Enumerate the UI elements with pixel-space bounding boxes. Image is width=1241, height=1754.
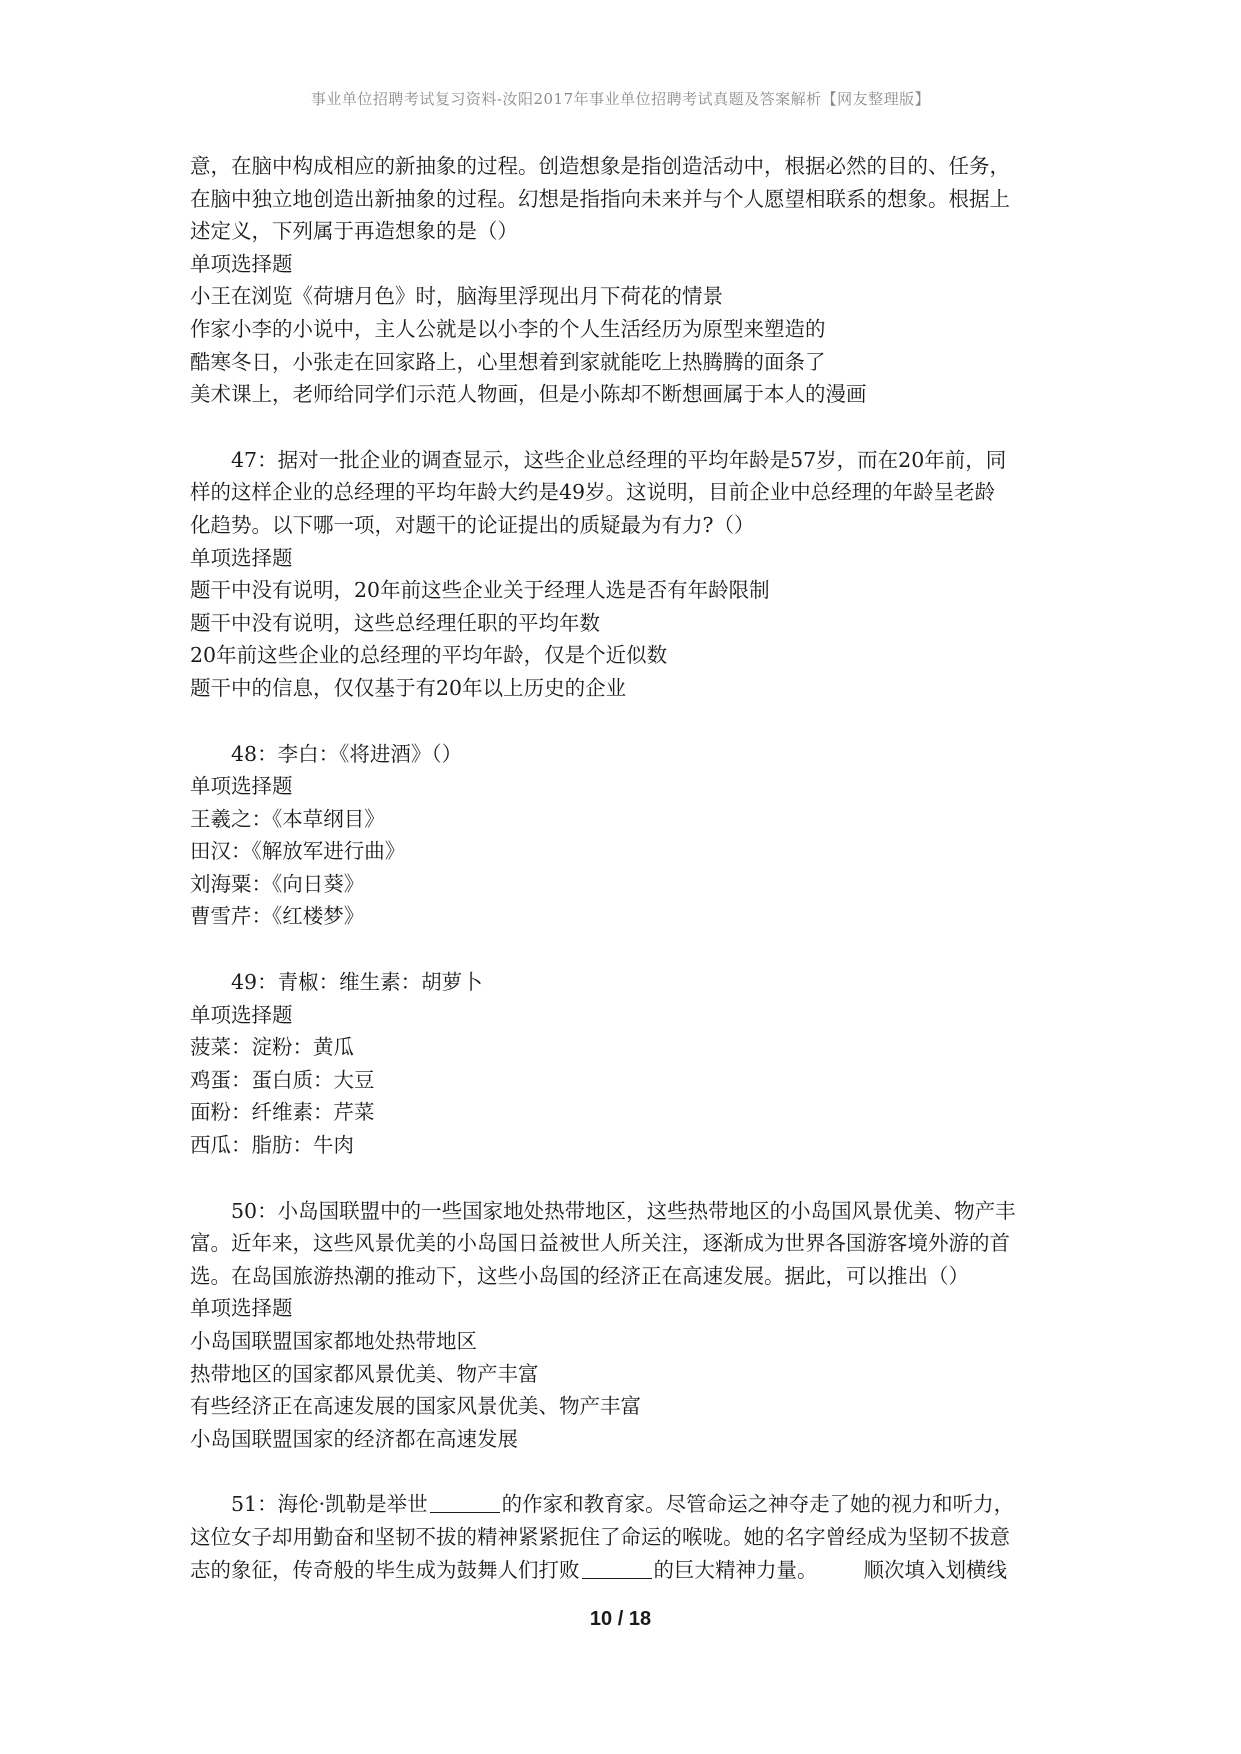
option-c: 20年前这些企业的总经理的平均年龄，仅是个近似数 bbox=[190, 643, 668, 668]
question-text-part: 51：海伦·凯勒是举世 bbox=[231, 1492, 428, 1517]
question-49 bbox=[190, 966, 1070, 1162]
question-text-line: 意，在脑中构成相应的新抽象的过程。创造想象是指创造活动中，根据必然的目的、任务， bbox=[190, 154, 1010, 178]
option-b: 热带地区的国家都风景优美、物产丰富 bbox=[190, 1361, 539, 1386]
option-c: 刘海粟：《向日葵》 bbox=[190, 871, 365, 896]
question-50 bbox=[190, 1195, 1070, 1456]
option-c: 有些经济正在高速发展的国家风景优美、物产丰富 bbox=[190, 1394, 641, 1419]
question-text-line: 选。在岛国旅游热潮的推动下，这些小岛国的经济正在高速发展。据此，可以推出（） bbox=[190, 1263, 969, 1288]
question-text-line bbox=[190, 1554, 1070, 1587]
question-text-part: 志的象征，传奇般的毕生成为鼓舞人们打败 bbox=[190, 1557, 580, 1582]
question-text-line: 样的这样企业的总经理的平均年龄大约是49岁。这说明，目前企业中总经理的年龄呈老龄 bbox=[190, 480, 996, 505]
question-text-part: 的巨大精神力量。 bbox=[653, 1557, 818, 1582]
option-d: 西瓜：脂肪：牛肉 bbox=[190, 1133, 354, 1158]
question-type: 单项选择题 bbox=[190, 251, 293, 276]
question-text-line: 47：据对一批企业的调查显示，这些企业总经理的平均年龄是57岁，而在20年前，同 bbox=[231, 447, 1007, 472]
question-type: 单项选择题 bbox=[190, 1296, 293, 1321]
question-text-line: 化趋势。以下哪一项，对题干的论证提出的质疑最为有力?（） bbox=[190, 512, 755, 537]
option-d: 小岛国联盟国家的经济都在高速发展 bbox=[190, 1426, 518, 1451]
question-text-part: 顺次填入划横线 bbox=[863, 1557, 1007, 1582]
fill-blank-line bbox=[430, 1492, 500, 1513]
question-text-line: 述定义，下列属于再造想象的是（） bbox=[190, 219, 518, 244]
question-type: 单项选择题 bbox=[190, 1002, 293, 1027]
option-b: 题干中没有说明，这些总经理任职的平均年数 bbox=[190, 610, 600, 635]
question-48 bbox=[190, 738, 1070, 934]
question-47 bbox=[190, 444, 1070, 705]
question-text-line bbox=[190, 1488, 1070, 1521]
question-type: 单项选择题 bbox=[190, 545, 293, 570]
question-text-line: 在脑中独立地创造出新抽象的过程。幻想是指指向未来并与个人愿望相联系的想象。根据上 bbox=[190, 186, 1010, 211]
option-d: 题干中的信息，仅仅基于有20年以上历史的企业 bbox=[190, 675, 627, 700]
option-b: 鸡蛋：蛋白质：大豆 bbox=[190, 1067, 375, 1092]
option-d: 美术课上，老师给同学们示范人物画，但是小陈却不断想画属于本人的漫画 bbox=[190, 382, 867, 407]
option-a: 王羲之：《本草纲目》 bbox=[190, 806, 385, 831]
question-text-part: 的作家和教育家。尽管命运之神夺走了她的视力和听力， bbox=[501, 1492, 1015, 1517]
question-text-line: 这位女子却用勤奋和坚韧不拔的精神紧紧扼住了命运的喉咙。她的名字曾经成为坚韧不拔意 bbox=[190, 1524, 1010, 1549]
question-46-tail bbox=[190, 150, 1070, 411]
question-51 bbox=[190, 1488, 1070, 1586]
option-c: 面粉：纤维素：芹菜 bbox=[190, 1100, 375, 1125]
question-text-line: 49：青椒：维生素：胡萝卜 bbox=[231, 970, 483, 995]
page-header: 事业单位招聘考试复习资料-汝阳2017年事业单位招聘考试真题及答案解析【网友整理版】 bbox=[310, 90, 931, 108]
option-c: 酷寒冬日，小张走在回家路上，心里想着到家就能吃上热腾腾的面条了 bbox=[190, 349, 826, 374]
option-b: 作家小李的小说中，主人公就是以小李的个人生活经历为原型来塑造的 bbox=[190, 316, 826, 341]
question-text-line: 48：李白：《将进酒》（） bbox=[231, 741, 463, 766]
option-a: 小岛国联盟国家都地处热带地区 bbox=[190, 1329, 477, 1353]
option-a: 小王在浏览《荷塘月色》时，脑海里浮现出月下荷花的情景 bbox=[190, 284, 723, 309]
page-number: 10 / 18 bbox=[589, 1608, 652, 1630]
option-d: 曹雪芹：《红楼梦》 bbox=[190, 904, 365, 929]
question-text-line: 50：小岛国联盟中的一些国家地处热带地区，这些热带地区的小岛国风景优美、物产丰 bbox=[231, 1198, 1016, 1223]
document-body bbox=[190, 150, 1070, 1586]
option-a: 题干中没有说明，20年前这些企业关于经理人选是否有年龄限制 bbox=[190, 578, 770, 603]
fill-blank-line bbox=[582, 1558, 652, 1579]
option-a: 菠菜：淀粉：黄瓜 bbox=[190, 1035, 354, 1060]
question-text-line: 富。近年来，这些风景优美的小岛国日益被世人所关注，逐渐成为世界各国游客境外游的首 bbox=[190, 1231, 1010, 1256]
question-type: 单项选择题 bbox=[190, 774, 293, 799]
option-b: 田汉：《解放军进行曲》 bbox=[190, 839, 406, 864]
